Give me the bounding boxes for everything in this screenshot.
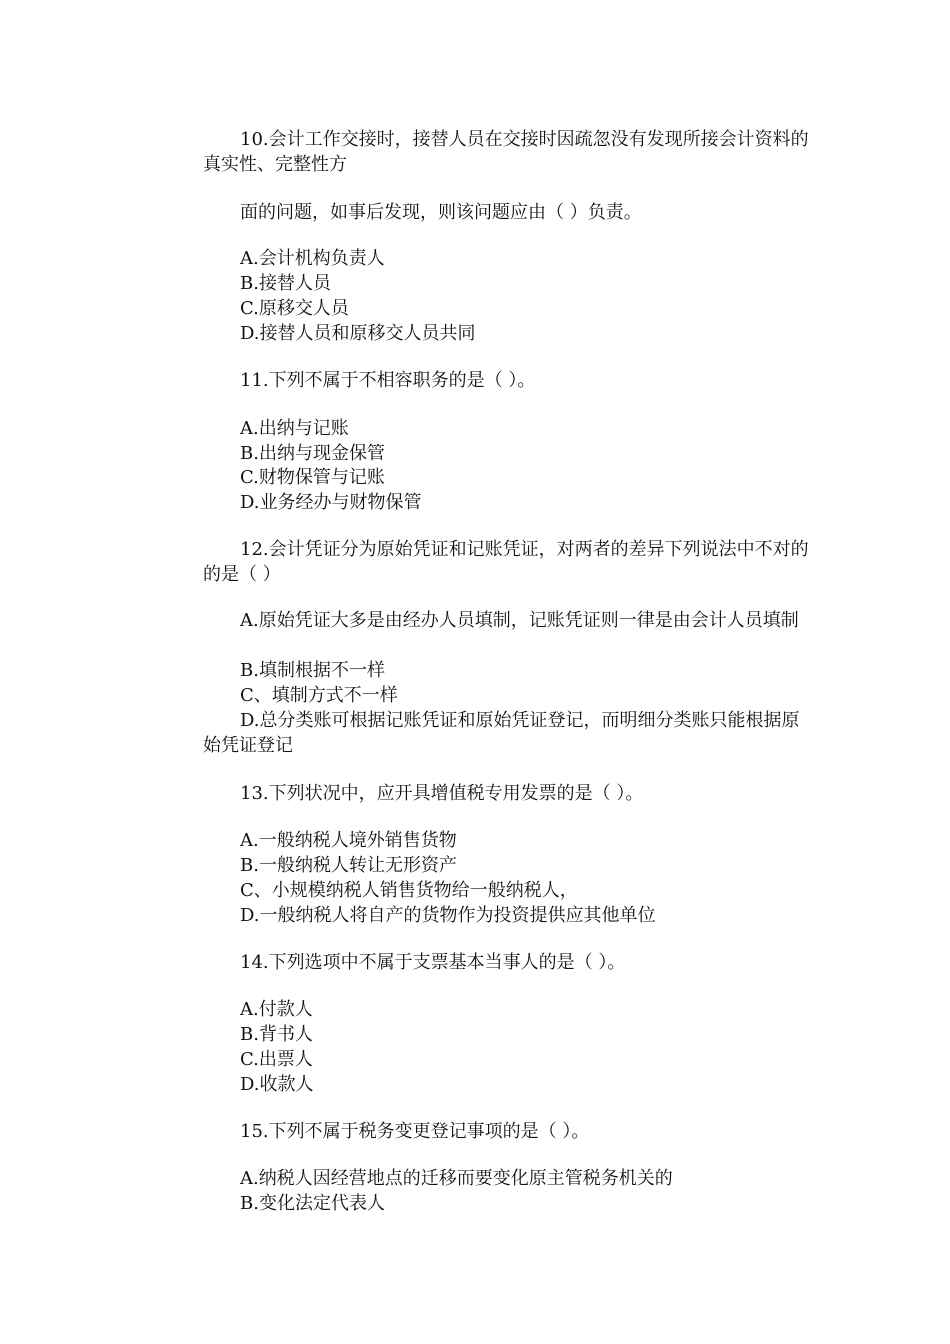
question-12-stem: 12.会计凭证分为原始凭证和记账凭证，对两者的差异下列说法中不对的的是（ ） (203, 539, 809, 585)
question-11-stem: 11.下列不属于不相容职务的是（ ）。 (240, 370, 536, 391)
question-12-option-d: D.总分类账可根据记账凭证和原始凭证登记，而明细分类账只能根据原始凭证登记 (203, 710, 800, 756)
question-15-stem: 15.下列不属于税务变更登记事项的是（ ）。 (240, 1121, 590, 1142)
question-12-option-b: B.填制根据不一样 (240, 660, 385, 681)
question-15-option-b: B.变化法定代表人 (240, 1193, 385, 1214)
question-11-option-b: B.出纳与现金保管 (240, 443, 385, 464)
question-10-stem: 10.会计工作交接时，接替人员在交接时因疏忽没有发现所接会计资料的真实性、完整性方 (203, 129, 809, 175)
question-12-option-c: C、填制方式不一样 (240, 685, 398, 706)
question-10-option-b: B.接替人员 (240, 273, 331, 294)
question-13-option-b: B.一般纳税人转让无形资产 (240, 855, 457, 876)
question-10-option-d: D.接替人员和原移交人员共同 (240, 323, 476, 344)
question-14-stem: 14.下列选项中不属于支票基本当事人的是（ ）。 (240, 952, 626, 973)
question-14-option-b: B.背书人 (240, 1024, 313, 1045)
question-13-option-a: A.一般纳税人境外销售货物 (240, 830, 457, 851)
question-11-option-d: D.业务经办与财物保管 (240, 492, 422, 513)
question-12-option-a: A.原始凭证大多是由经办人员填制，记账凭证则一律是由会计人员填制 (240, 610, 799, 631)
question-10-option-a: A.会计机构负责人 (240, 248, 385, 269)
question-11-option-a: A.出纳与记账 (240, 418, 349, 439)
question-13-stem: 13.下列状况中，应开具增值税专用发票的是（ ）。 (240, 783, 644, 804)
question-10-option-c: C.原移交人员 (240, 298, 349, 319)
question-13-option-c: C、小规模纳税人销售货物给一般纳税人， (240, 880, 578, 901)
question-14-option-c: C.出票人 (240, 1049, 313, 1070)
question-14-option-a: A.付款人 (240, 999, 313, 1020)
question-14-option-d: D.收款人 (240, 1074, 314, 1095)
question-13-option-d: D.一般纳税人将自产的货物作为投资提供应其他单位 (240, 905, 656, 926)
question-11-option-c: C.财物保管与记账 (240, 467, 385, 488)
question-15-option-a: A.纳税人因经营地点的迁移而要变化原主管税务机关的 (240, 1168, 673, 1189)
question-10-stem-continued: 面的问题，如事后发现，则该问题应由（ ）负责。 (240, 202, 642, 223)
